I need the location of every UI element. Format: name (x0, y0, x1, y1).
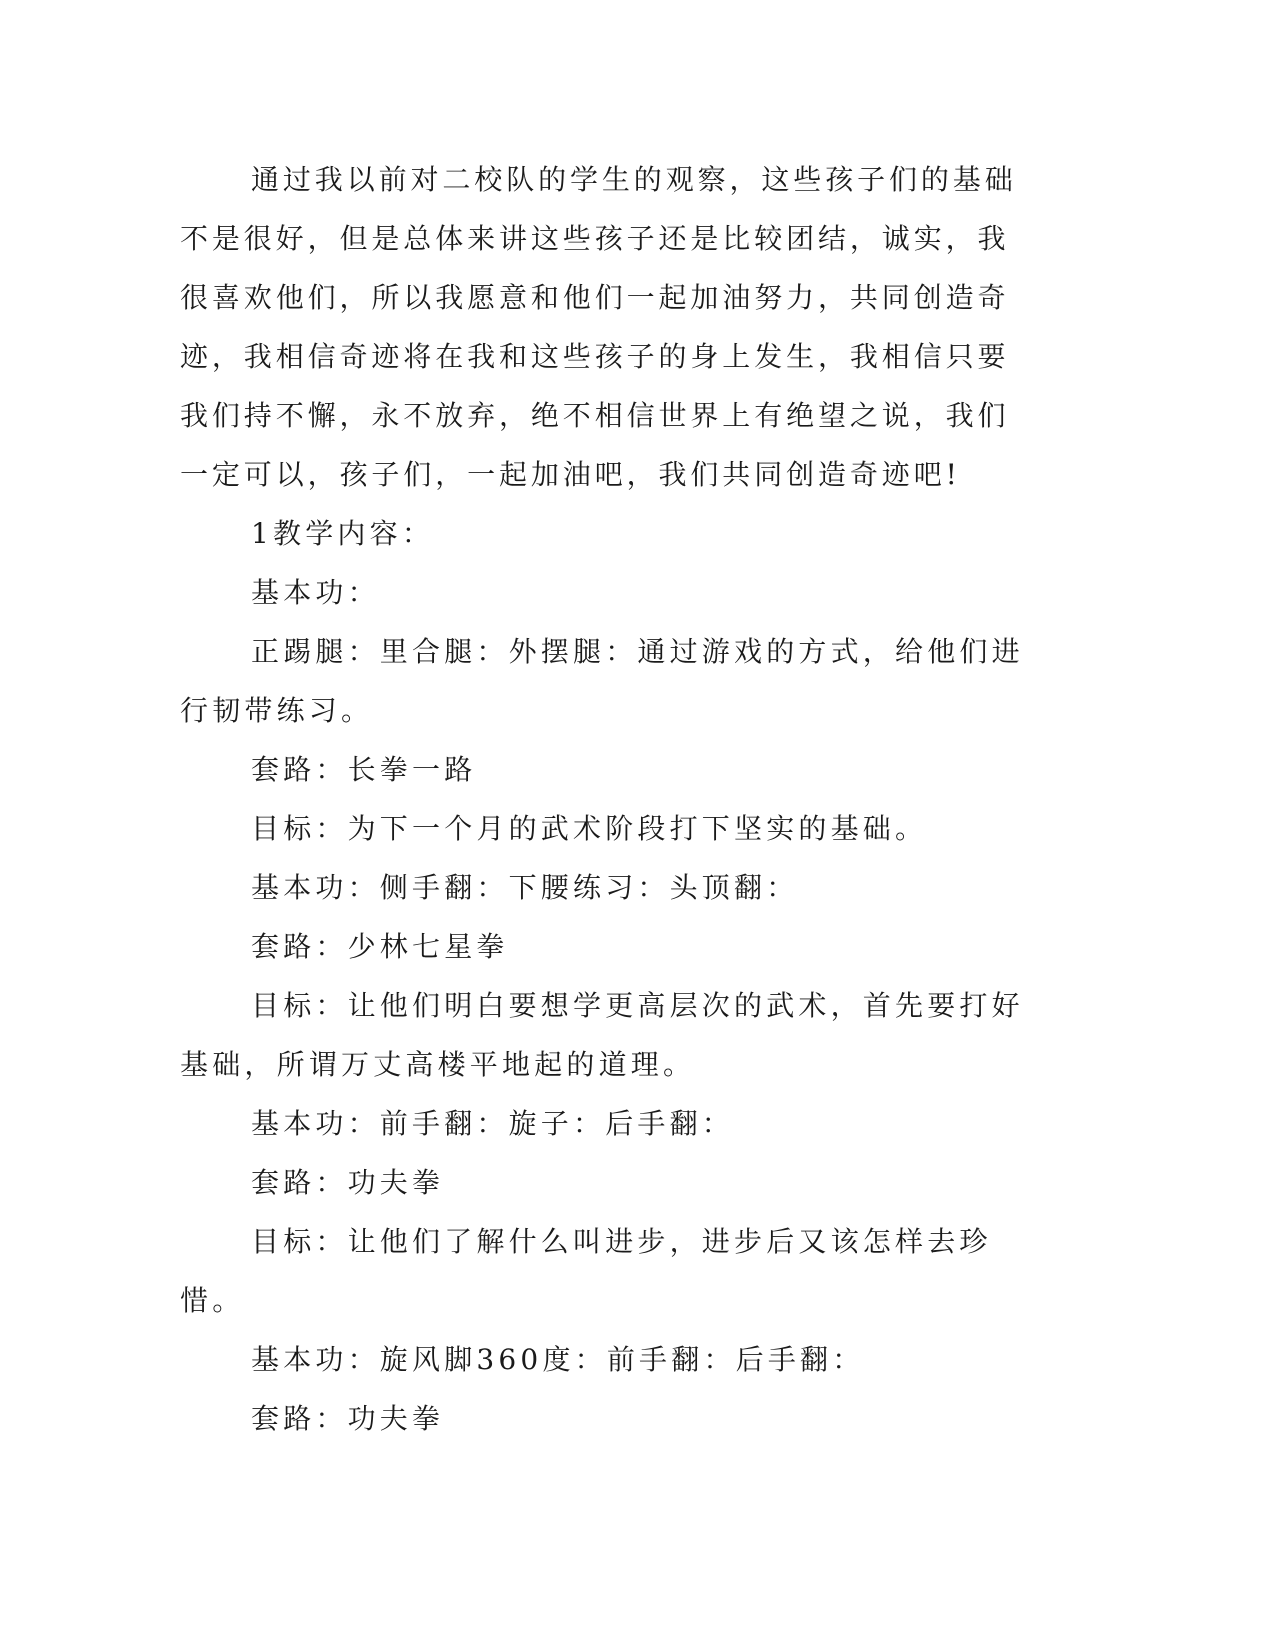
paragraph-routine-2: 套路：少林七星拳 (251, 930, 509, 963)
paragraph-kicks: 正踢腿：里合腿：外摆腿：通过游戏的方式，给他们进行韧带练习。 (180, 635, 1024, 727)
paragraph-basic-skills-3: 基本功：前手翻：旋子：后手翻： (251, 1107, 735, 1140)
paragraph-routine-1: 套路：长拳一路 (251, 753, 477, 786)
paragraph-basic-skills-heading: 基本功： (251, 576, 380, 609)
paragraph-basic-skills-2: 基本功：侧手翻：下腰练习：头顶翻： (251, 871, 799, 904)
document-page (180, 150, 1030, 1448)
paragraph-goal-3: 目标：让他们了解什么叫进步，进步后又该怎样去珍惜。 (180, 1225, 992, 1317)
paragraph-teaching-content-heading: 1教学内容： (251, 517, 435, 550)
paragraph-goal-1: 目标：为下一个月的武术阶段打下坚实的基础。 (251, 812, 928, 845)
paragraph-goal-2: 目标：让他们明白要想学更高层次的武术，首先要打好基础，所谓万丈高楼平地起的道理。 (180, 989, 1024, 1081)
paragraph-routine-4: 套路：功夫拳 (251, 1402, 445, 1435)
paragraph-routine-3: 套路：功夫拳 (251, 1166, 445, 1199)
paragraph-basic-skills-4: 基本功：旋风脚360度：前手翻：后手翻： (251, 1343, 865, 1376)
paragraph-intro: 通过我以前对二校队的学生的观察，这些孩子们的基础不是很好，但是总体来讲这些孩子还是比较团结，诚实，我很喜欢他们，所以我愿意和他们一起加油努力，共同创造奇迹，我相信奇迹将在我和这些孩子的身上发生，我相信只要我们持不懈，永不放弃，绝不相信世界上有绝望之说，我们一定可以，孩子们，一起加油吧，我们共同创造奇迹吧! (180, 163, 1017, 491)
